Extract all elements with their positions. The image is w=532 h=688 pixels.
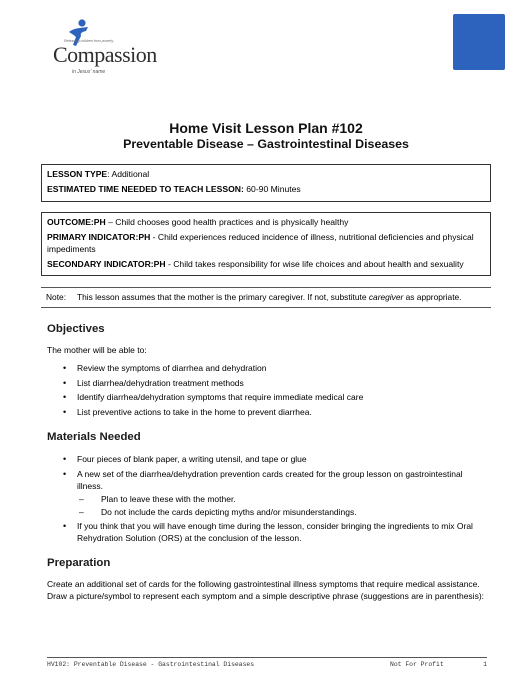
time-needed-line — [47, 183, 485, 195]
time-needed-label: ESTIMATED TIME NEEDED TO TEACH LESSON: — [47, 184, 244, 194]
note-label: Note: — [46, 292, 67, 302]
sub-list — [77, 493, 487, 518]
list-item-text: A new set of the diarrhea/dehydration prevention cards created for the group lesson on gastrointestinal illness. — [77, 468, 463, 491]
logo-wordmark: Compassion — [53, 42, 157, 67]
footer-page-number: 1 — [483, 661, 487, 668]
objectives-intro: The mother will be able to: — [47, 345, 147, 355]
secondary-indicator-label: SECONDARY INDICATOR:PH — [47, 259, 166, 269]
primary-indicator-line — [47, 231, 485, 255]
sub-list-item: – Do not include the cards depicting myths and/or misunderstandings. — [77, 506, 487, 518]
note-text-before: This lesson assumes that the mother is the primary caregiver. If not, substitute — [77, 292, 369, 302]
materials-list — [47, 453, 487, 547]
outcome-value: – Child chooses good health practices and is physically healthy — [105, 217, 349, 227]
caregiver-note — [41, 287, 491, 308]
page-footer — [47, 657, 487, 668]
list-item: • Identify diarrhea/dehydration symptoms that require immediate medical care — [47, 391, 487, 403]
footer-document-name: HV102: Preventable Disease - Gastrointestinal Diseases — [47, 661, 255, 668]
objectives-heading: Objectives — [47, 323, 105, 335]
primary-indicator-value: - Child experiences reduced incidence of illness, nutritional deficiencies and physical impediments — [47, 232, 474, 254]
logo-subtitle: in Jesus' name — [72, 69, 106, 75]
list-item: • List preventive actions to take in the home to prevent diarrhea. — [47, 406, 487, 418]
preparation-heading: Preparation — [47, 557, 111, 569]
materials-heading: Materials Needed — [47, 431, 141, 443]
note-emphasis: caregiver — [368, 292, 404, 302]
outcome-box — [41, 212, 491, 276]
objectives-list — [47, 362, 487, 420]
document-title: Home Visit Lesson Plan #102 — [169, 120, 363, 136]
document-subtitle: Preventable Disease – Gastrointestinal Diseases — [123, 137, 409, 151]
list-item: • If you think that you will have enough time during the lesson, consider bringing the ingredients to mix Oral Rehydration Solution (ORS) at the conclusion of the lesson. — [47, 520, 487, 544]
secondary-indicator-line — [47, 258, 485, 270]
lesson-type-value: : Additional — [107, 169, 150, 179]
preparation-text: Create an additional set of cards for the following gastrointestinal illness symptoms that require medical assistance. Draw a picture/symbol to represent each symptom and a simple descriptive phrase (suggestions are in parenthesis): — [47, 579, 485, 601]
list-item: • Four pieces of blank paper, a writing utensil, and tape or glue — [47, 453, 487, 465]
list-item — [47, 468, 487, 518]
compassion-logo — [50, 18, 170, 75]
list-item: • List diarrhea/dehydration treatment methods — [47, 377, 487, 389]
outcome-label: OUTCOME:PH — [47, 217, 106, 227]
brand-color-block — [453, 14, 505, 70]
logo-tagline: Releasing children from poverty — [64, 39, 114, 43]
outcome-line — [47, 216, 485, 228]
note-text-after: as appropriate. — [403, 292, 462, 302]
footer-not-for-profit: Not For Profit — [390, 661, 444, 668]
primary-indicator-label: PRIMARY INDICATOR:PH — [47, 232, 151, 242]
secondary-indicator-value: - Child takes responsibility for wise life choices and about health and sexuality — [165, 259, 464, 269]
lesson-info-box — [41, 164, 491, 202]
lesson-type-label: LESSON TYPE — [47, 169, 108, 179]
sub-list-item: – Plan to leave these with the mother. — [77, 493, 487, 505]
list-item: • Review the symptoms of diarrhea and dehydration — [47, 362, 487, 374]
lesson-type-line — [47, 168, 485, 180]
time-needed-value: 60-90 Minutes — [243, 184, 301, 194]
